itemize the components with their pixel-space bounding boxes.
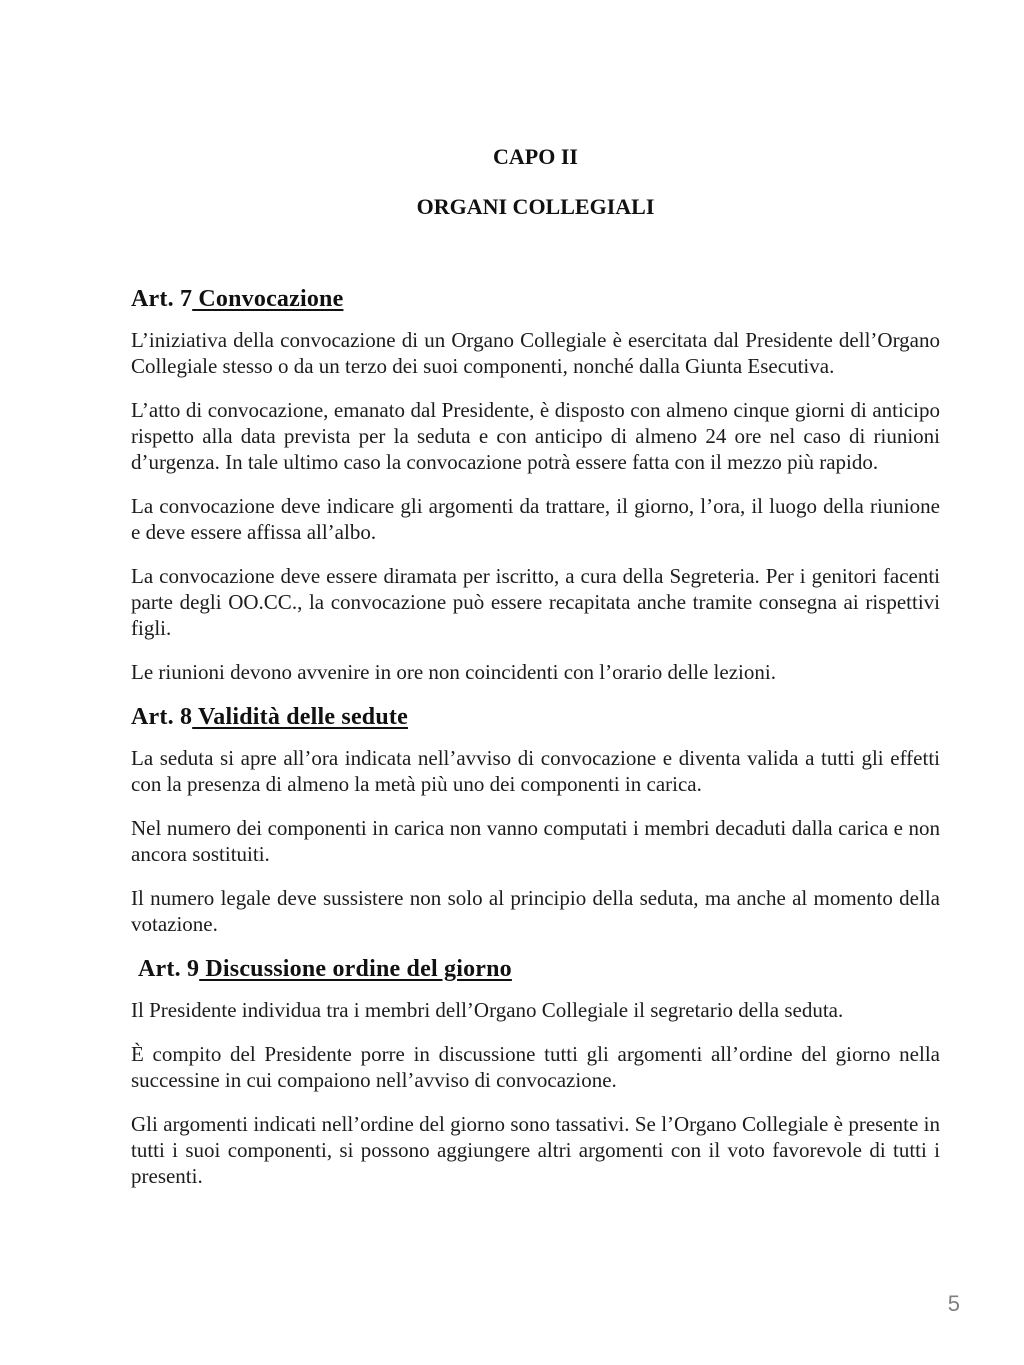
article-8-heading-prefix: Art. 8	[131, 704, 193, 730]
article-9-paragraph-3: Gli argomenti indicati nell’ordine del giorno sono tassativi. Se l’Organo Collegiale è presente in tutti i suoi componenti, si possono aggiungere altri argomenti con il voto favorevole di tutti i presenti.	[131, 1112, 940, 1188]
article-7-paragraph-4: La convocazione deve essere diramata per iscritto, a cura della Segreteria. Per i genitori facenti parte degli OO.CC., la convocazione può essere recapitata anche tramite consegna ai rispettivi figli.	[131, 564, 940, 640]
article-8-paragraph-2: Nel numero dei componenti in carica non vanno computati i membri decaduti dalla carica e non ancora sostituiti.	[131, 816, 940, 866]
article-7-heading-prefix: Art. 7	[131, 286, 193, 312]
article-8-heading-title: Validità delle sedute	[192, 704, 408, 730]
article-7-heading	[131, 285, 940, 314]
article-9-heading	[131, 955, 940, 984]
article-7-paragraph-2: L’atto di convocazione, emanato dal Presidente, è disposto con almeno cinque giorni di anticipo rispetto alla data prevista per la seduta e con anticipo di almeno 24 ore nel caso di riunioni d’urgenza. In tale ultimo caso la convocazione potrà essere fatta con il mezzo più rapido.	[131, 398, 940, 474]
article-8-paragraph-1: La seduta si apre all’ora indicata nell’avviso di convocazione e diventa valida a tutti gli effetti con la presenza di almeno la metà più uno dei componenti in carica.	[131, 746, 940, 796]
article-8-heading	[131, 703, 940, 732]
article-7-heading-title: Convocazione	[192, 286, 344, 312]
article-7-paragraph-1: L’iniziativa della convocazione di un Organo Collegiale è esercitata dal Presidente dell’Organo Collegiale stesso o da un terzo dei suoi componenti, nonché dalla Giunta Esecutiva.	[131, 328, 940, 378]
article-9-section	[131, 955, 940, 1189]
article-9-heading-title: Discussione ordine del giorno	[199, 956, 512, 982]
article-7-section	[131, 285, 940, 685]
chapter-title: CAPO II	[493, 144, 578, 169]
article-9-heading-prefix: Art. 9	[138, 956, 200, 982]
page-content	[131, 143, 940, 1207]
page-number: 5	[947, 1291, 960, 1316]
article-7-paragraph-3: La convocazione deve indicare gli argomenti da trattare, il giorno, l’ora, il luogo della riunione e deve essere affissa all’albo.	[131, 494, 940, 544]
article-9-paragraph-1: Il Presidente individua tra i membri dell’Organo Collegiale il segretario della seduta.	[131, 998, 844, 1022]
chapter-subtitle: ORGANI COLLEGIALI	[416, 194, 655, 219]
article-8-section	[131, 703, 940, 937]
article-9-paragraph-2: È compito del Presidente porre in discussione tutti gli argomenti all’ordine del giorno nella successine in cui compaiono nell’avviso di convocazione.	[131, 1042, 940, 1092]
article-7-paragraph-5: Le riunioni devono avvenire in ore non coincidenti con l’orario delle lezioni.	[131, 660, 776, 684]
article-8-paragraph-3: Il numero legale deve sussistere non solo al principio della seduta, ma anche al momento della votazione.	[131, 886, 940, 936]
